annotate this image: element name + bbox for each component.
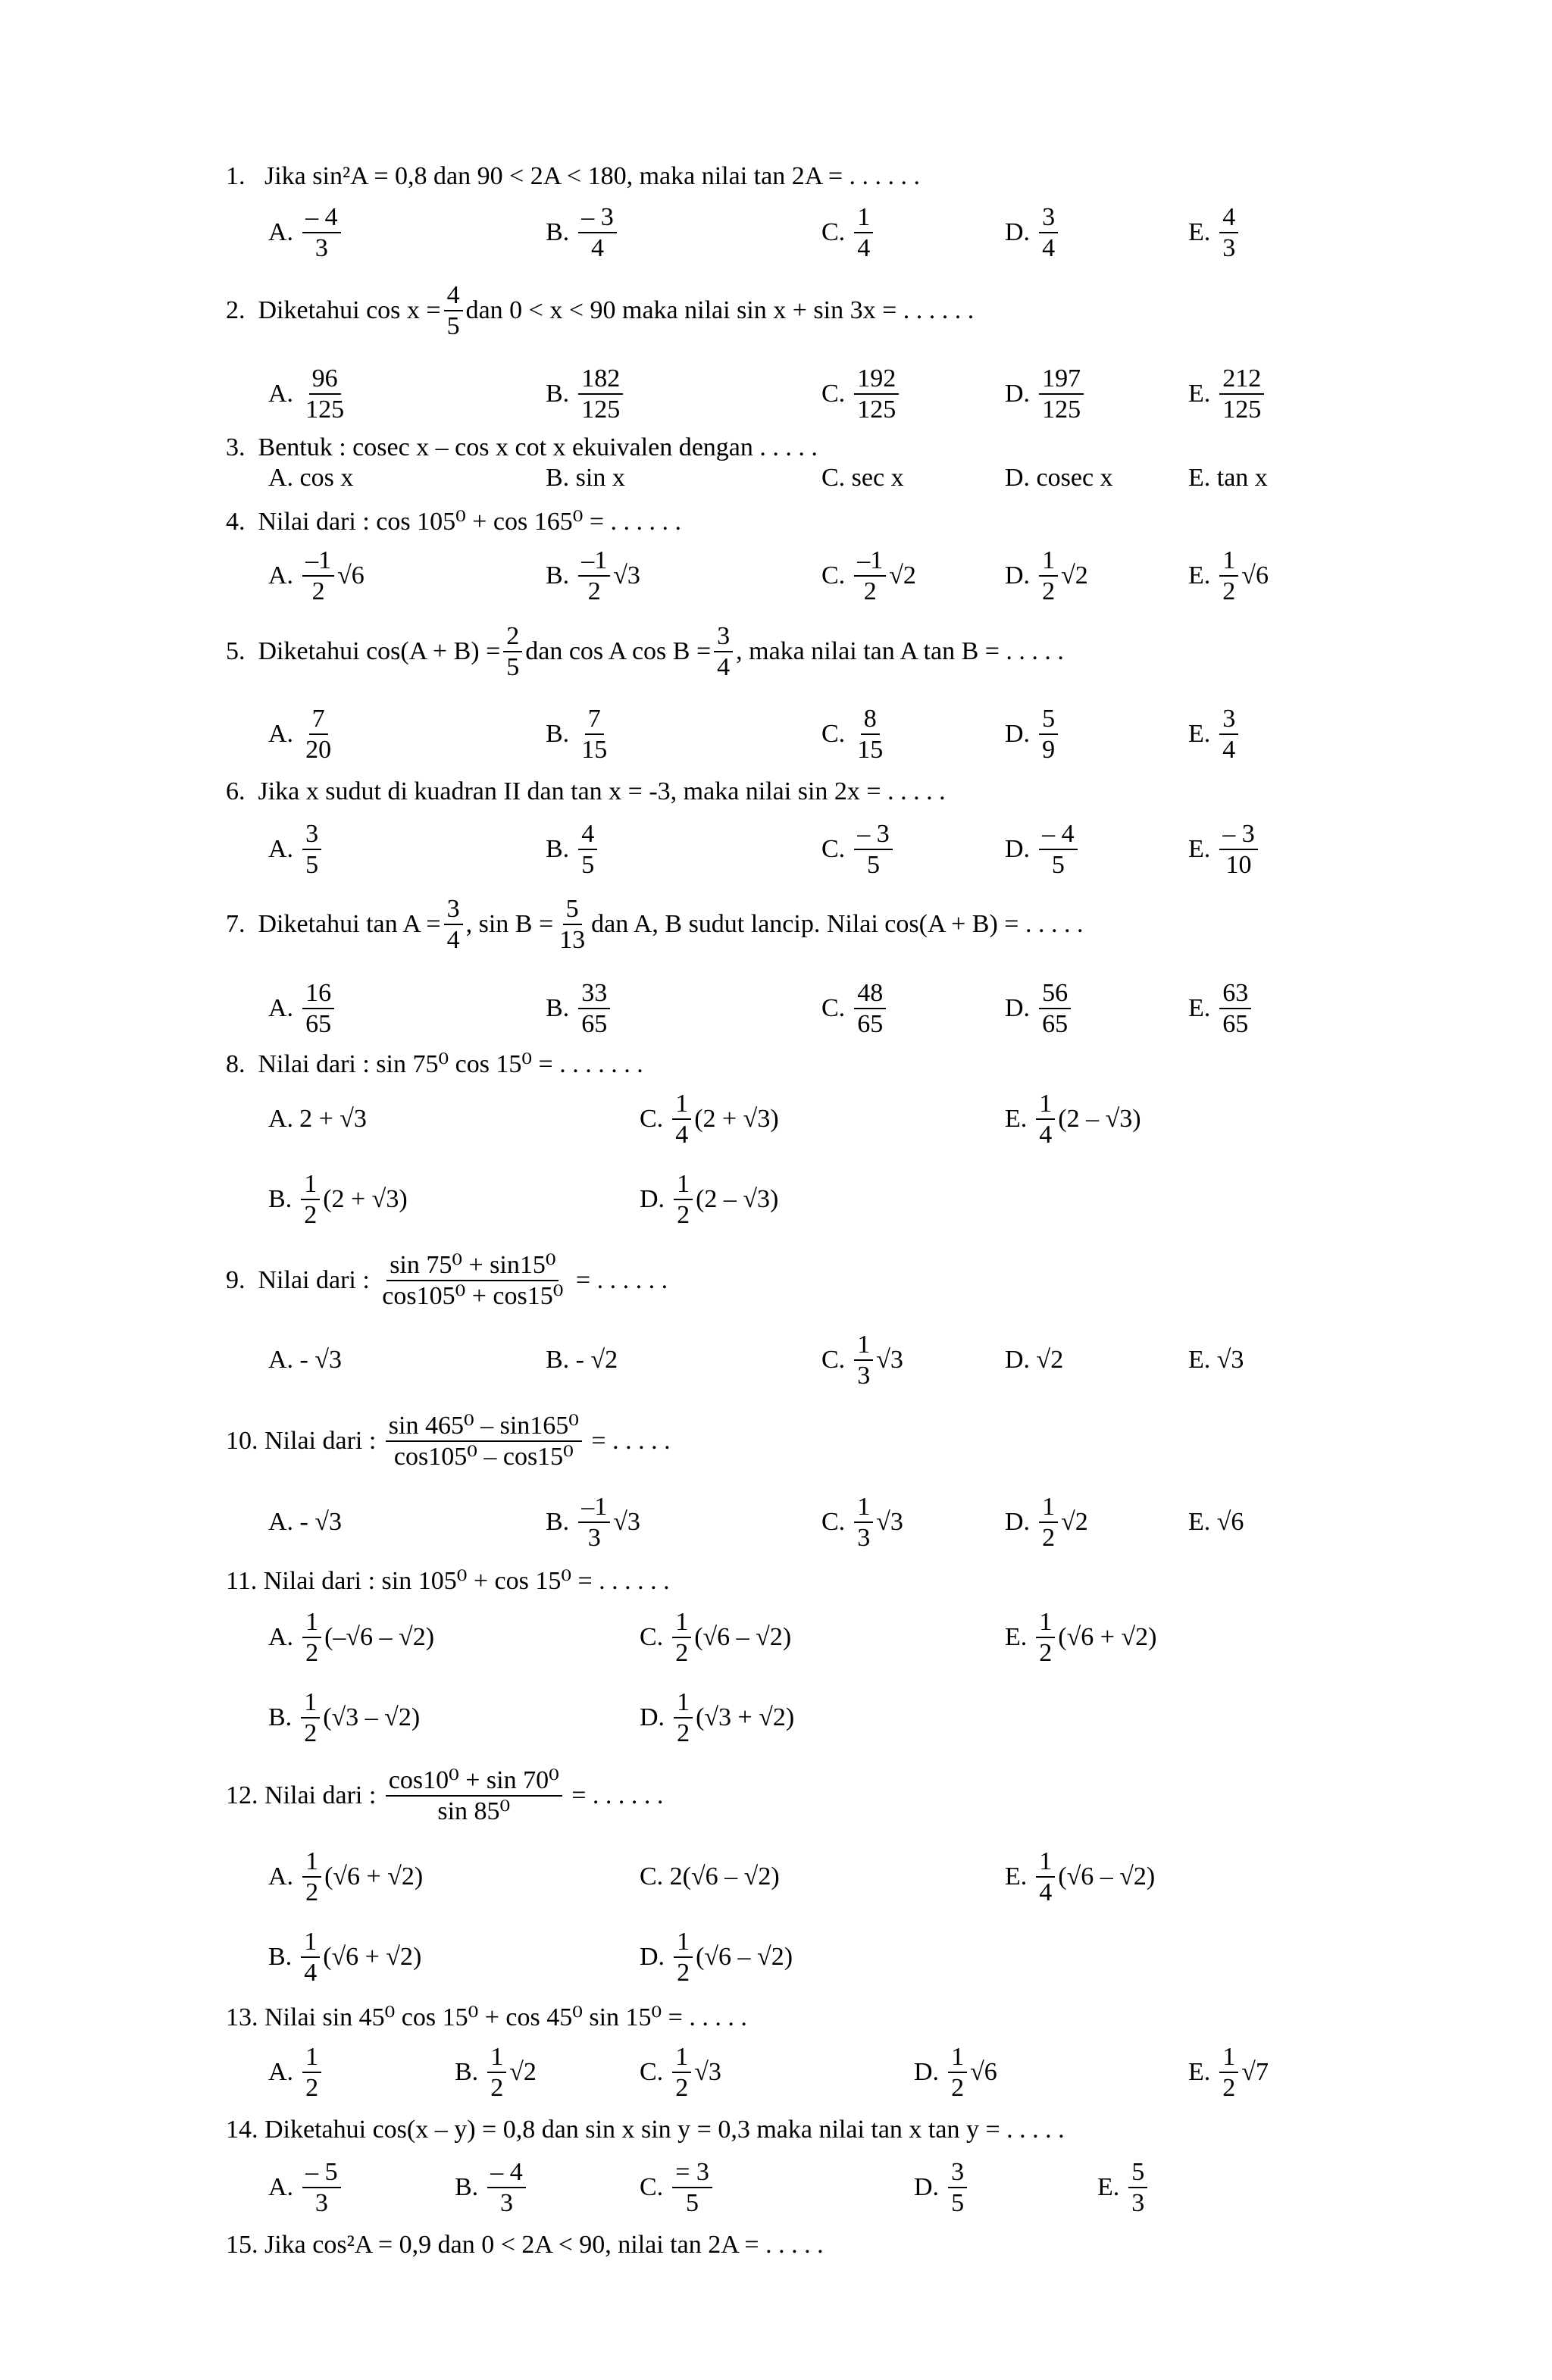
options-8-row2 xyxy=(268,1169,1405,1229)
option-c[interactable]: C. $\frac{1}{3}$ √3 xyxy=(821,1330,903,1390)
option-b[interactable]: B. $\frac{- 3}{4}$ xyxy=(546,206,620,259)
option-e[interactable]: E. $\frac{1}{4}$ (√6 – √2) xyxy=(1005,1847,1156,1906)
option-a[interactable]: A. $\frac{3}{5}$ xyxy=(268,823,324,876)
option-a[interactable]: A. $\frac{1}{2}$ xyxy=(268,2046,324,2099)
option-a[interactable]: A. $\frac{- 5}{3}$ xyxy=(268,2161,344,2214)
question-13: 13. Nilai sin 45⁰ cos 15⁰ + cos 45⁰ sin 15⁰ = . . . . . xyxy=(226,2003,747,2031)
option-a[interactable]: A. $\frac{96}{125}$ xyxy=(268,364,345,424)
option-c[interactable]: C. $\frac{1}{2}$ √3 xyxy=(640,2042,721,2102)
options-6 xyxy=(268,819,1405,879)
option-d[interactable]: D. $\frac{1}{2}$ (2 – √3) xyxy=(640,1169,779,1229)
question-11: 11. Nilai dari : sin 105⁰ + cos 15⁰ = . . . . . . xyxy=(226,1567,670,1595)
option-d[interactable]: D. $\frac{1}{2}$ √6 xyxy=(914,2042,997,2102)
question-3: 3. Bentuk : cosec x – cos x cot x ekuivalen dengan . . . . . xyxy=(226,433,818,461)
option-a[interactable]: A. - √3 xyxy=(268,1508,343,1536)
option-e[interactable]: E. tan x xyxy=(1188,464,1268,492)
option-e[interactable]: E. $\frac{3}{4}$ xyxy=(1188,708,1241,761)
option-b[interactable]: B. $\frac{- 4}{3}$ xyxy=(455,2161,529,2214)
option-d[interactable]: D. $\frac{1}{2}$ √2 xyxy=(1005,1492,1088,1552)
question-7: 7. Diketahui tan A = $\frac{3}{4}$ , sin B = $\frac{5}{13}$ dan A, B sudut lancip. Nilai cos(A + B) = . . . . . xyxy=(226,895,1084,955)
options-13 xyxy=(268,2042,1405,2102)
option-b[interactable]: B. - √2 xyxy=(546,1346,618,1374)
question-5: 5. Diketahui cos(A + B) = $\frac{2}{5}$ dan cos A cos B = $\frac{3}{4}$ , maka nilai tan A tan B = . . . . . xyxy=(226,622,1064,682)
option-c[interactable]: C. $\frac{1}{2}$ (√6 – √2) xyxy=(640,1607,792,1667)
option-e[interactable]: E. $\frac{4}{3}$ xyxy=(1188,206,1241,259)
option-d[interactable]: D. $\frac{- 4}{5}$ xyxy=(1005,823,1081,876)
options-7 xyxy=(268,978,1405,1038)
option-b[interactable]: B. $\frac{-1}{2}$ √3 xyxy=(546,546,640,605)
question-number: 1. xyxy=(226,162,246,190)
option-c[interactable]: C. sec x xyxy=(821,464,904,492)
option-a[interactable]: A. 2 + √3 xyxy=(268,1105,367,1133)
options-1 xyxy=(268,202,1405,262)
question-15: 15. Jika cos²A = 0,9 dan 0 < 2A < 90, nilai tan 2A = . . . . . xyxy=(226,2231,824,2259)
option-b[interactable]: B. $\frac{1}{2}$ √2 xyxy=(455,2042,537,2102)
option-c[interactable]: C. $\frac{8}{15}$ xyxy=(821,704,884,764)
options-14 xyxy=(268,2157,1405,2217)
option-c[interactable]: C. $\frac{192}{125}$ xyxy=(821,367,902,421)
option-b[interactable]: B. sin x xyxy=(546,464,625,492)
question-text: Jika sin²A = 0,8 dan 90 < 2A < 180, maka nilai tan 2A = . . . . . . xyxy=(264,162,921,190)
option-a[interactable]: A. - √3 xyxy=(268,1346,343,1374)
option-a[interactable]: A. $\frac{- 4}{3}$ xyxy=(268,206,344,259)
option-c[interactable]: C. $\frac{- 3}{5}$ xyxy=(821,823,896,876)
option-b[interactable]: B. $\frac{7}{15}$ xyxy=(546,704,608,764)
options-2 xyxy=(268,364,1405,424)
question-12: 12. Nilai dari : $\frac{\text{cos10⁰ + sin 70⁰}}{\text{sin 85⁰}}$ = . . . . . . xyxy=(226,1766,664,1826)
option-d[interactable]: D. $\frac{5}{9}$ xyxy=(1005,708,1061,761)
question-8: 8. Nilai dari : sin 75⁰ cos 15⁰ = . . . . . . . xyxy=(226,1050,643,1078)
option-a[interactable]: A. cos x xyxy=(268,464,354,492)
question-9: 9. Nilai dari : $\frac{\text{sin 75⁰ + sin15⁰}}{\text{cos105⁰ + cos15⁰}}$ = . . . . . . xyxy=(226,1251,668,1311)
options-11-row1 xyxy=(268,1607,1405,1667)
option-b[interactable]: B. $\frac{33}{65}$ xyxy=(546,982,613,1035)
option-e[interactable]: E. $\frac{1}{4}$ (2 – √3) xyxy=(1005,1089,1141,1149)
question-2: 2. Diketahui cos x = $\frac{4}{5}$ dan 0 < x < 90 maka nilai sin x + sin 3x = . . . . . . xyxy=(226,281,975,341)
options-9 xyxy=(268,1330,1405,1390)
question-6: 6. Jika x sudut di kuadran II dan tan x = -3, maka nilai sin 2x = . . . . . xyxy=(226,777,946,805)
option-c[interactable]: C. $\frac{-1}{2}$ √2 xyxy=(821,546,916,605)
option-c[interactable]: C. $\frac{= 3}{5}$ xyxy=(640,2161,715,2214)
option-e[interactable]: E. $\frac{1}{2}$ √7 xyxy=(1188,2042,1269,2102)
option-b[interactable]: B. $\frac{1}{4}$ (√6 + √2) xyxy=(268,1927,422,1987)
options-3 xyxy=(268,459,1405,497)
question-4: 4. Nilai dari : cos 105⁰ + cos 165⁰ = . . . . . . xyxy=(226,508,682,536)
options-4 xyxy=(268,546,1405,605)
option-c[interactable]: C. $\frac{48}{65}$ xyxy=(821,982,889,1035)
option-e[interactable]: E. $\frac{63}{65}$ xyxy=(1188,982,1254,1035)
option-e[interactable]: E. √3 xyxy=(1188,1346,1244,1374)
option-d[interactable]: D. $\frac{1}{2}$ (√3 + √2) xyxy=(640,1687,795,1747)
options-8-row1 xyxy=(268,1089,1405,1149)
option-e[interactable]: E. $\frac{- 3}{10}$ xyxy=(1188,823,1261,876)
question-14: 14. Diketahui cos(x – y) = 0,8 dan sin x sin y = 0,3 maka nilai tan x tan y = . . . . . xyxy=(226,2116,1065,2144)
option-b[interactable]: B. $\frac{1}{2}$ (√3 – √2) xyxy=(268,1687,421,1747)
option-a[interactable]: A. $\frac{1}{2}$ (–√6 – √2) xyxy=(268,1607,435,1667)
option-d[interactable]: D. $\frac{56}{65}$ xyxy=(1005,982,1074,1035)
option-c[interactable]: C. $\frac{1}{4}$ xyxy=(821,206,876,259)
option-a[interactable]: A. $\frac{16}{65}$ xyxy=(268,982,337,1035)
option-a[interactable]: A. $\frac{1}{2}$ (√6 + √2) xyxy=(268,1847,424,1906)
options-12-row1 xyxy=(268,1847,1405,1906)
option-c[interactable]: C. 2(√6 – √2) xyxy=(640,1862,780,1891)
options-11-row2 xyxy=(268,1687,1405,1747)
option-a[interactable]: A. $\frac{7}{20}$ xyxy=(268,704,332,764)
question-10: 10. Nilai dari : $\frac{\text{sin 465⁰ – sin165⁰}}{\text{cos105⁰ – cos15⁰}}$ = . . . . . xyxy=(226,1412,671,1471)
options-12-row2 xyxy=(268,1927,1405,1987)
option-e[interactable]: E. $\frac{1}{2}$ √6 xyxy=(1188,546,1269,605)
option-d[interactable]: D. $\frac{1}{2}$ √2 xyxy=(1005,546,1088,605)
options-10 xyxy=(268,1492,1405,1552)
option-d[interactable]: D. √2 xyxy=(1005,1346,1064,1374)
option-d[interactable]: D. $\frac{1}{2}$ (√6 – √2) xyxy=(640,1927,793,1987)
option-d[interactable]: D. $\frac{3}{5}$ xyxy=(914,2161,970,2214)
option-b[interactable]: B. $\frac{-1}{3}$ √3 xyxy=(546,1492,640,1552)
option-b[interactable]: B. $\frac{4}{5}$ xyxy=(546,823,600,876)
option-d[interactable]: D. $\frac{197}{125}$ xyxy=(1005,367,1087,421)
option-d[interactable]: D. cosec x xyxy=(1005,464,1113,492)
option-c[interactable]: C. $\frac{1}{4}$ (2 + √3) xyxy=(640,1089,779,1149)
question-1 xyxy=(226,162,920,191)
option-b[interactable]: B. $\frac{182}{125}$ xyxy=(546,367,626,421)
option-d[interactable]: D. $\frac{3}{4}$ xyxy=(1005,206,1061,259)
option-e[interactable]: E. $\frac{1}{2}$ (√6 + √2) xyxy=(1005,1607,1157,1667)
option-b[interactable]: B. $\frac{1}{2}$ (2 + √3) xyxy=(268,1169,408,1229)
option-e[interactable]: E. √6 xyxy=(1188,1508,1244,1536)
option-e[interactable]: E. $\frac{212}{125}$ xyxy=(1188,367,1267,421)
options-5 xyxy=(268,704,1405,764)
option-c[interactable]: C. $\frac{1}{3}$ √3 xyxy=(821,1492,903,1552)
option-e[interactable]: E. $\frac{5}{3}$ xyxy=(1097,2161,1150,2214)
option-a[interactable]: A. $\frac{-1}{2}$ √6 xyxy=(268,546,365,605)
